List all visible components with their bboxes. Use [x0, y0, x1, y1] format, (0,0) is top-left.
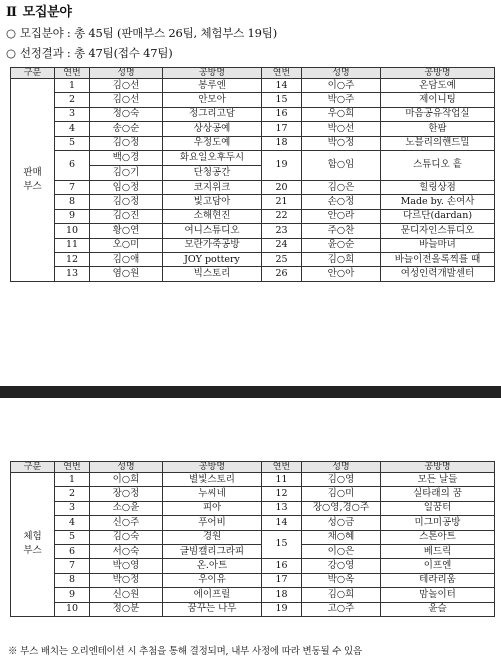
person-name: 김○숙 — [90, 530, 163, 544]
selection-result-line — [6, 45, 173, 61]
table-row — [11, 588, 495, 602]
category-label-line: 체험 — [23, 531, 42, 543]
person-name: 서○숙 — [90, 544, 163, 558]
row-number: 4 — [55, 516, 90, 530]
header-workshop: 공방명 — [163, 68, 262, 79]
experience-booth-table — [10, 461, 495, 617]
row-number: 24 — [262, 238, 302, 252]
person-name: 박○정 — [302, 136, 381, 150]
row-number: 6 — [55, 150, 90, 180]
person-name: 이○희 — [90, 473, 163, 487]
header-name: 성명 — [302, 68, 381, 79]
category-sales-booth — [11, 79, 55, 282]
workshop-name: 실타래의 꿈 — [381, 487, 495, 501]
person-name: 정○분 — [90, 602, 163, 616]
workshop-name: 힐링상점 — [381, 180, 495, 194]
person-name: 김○미 — [302, 487, 381, 501]
circle-bullet-icon: ○ — [6, 46, 16, 60]
row-number: 16 — [262, 559, 302, 573]
row-number: 9 — [55, 209, 90, 223]
table-header-row — [11, 462, 495, 473]
workshop-name: 스튜디오 흩 — [381, 150, 495, 180]
person-name: 신○원 — [90, 588, 163, 602]
workshop-name: 미그미공방 — [381, 516, 495, 530]
workshop-name: 노블리의핸드밀 — [381, 136, 495, 150]
workshop-name: 마음공유작업실 — [381, 107, 495, 121]
workshop-name: 피아 — [163, 501, 262, 515]
person-name: 안○라 — [302, 209, 381, 223]
workshop-name: 여성인력개발센터 — [381, 267, 495, 281]
table-row — [11, 544, 495, 558]
table-row — [11, 602, 495, 616]
row-number: 10 — [55, 224, 90, 238]
circle-bullet-icon: ○ — [6, 26, 16, 40]
workshop-name: 누씨네 — [163, 487, 262, 501]
row-number: 3 — [55, 501, 90, 515]
workshop-name: 글빔캘리그라피 — [163, 544, 262, 558]
section-title-text: 모집분야 — [22, 5, 72, 20]
header-name: 성명 — [90, 68, 163, 79]
workshop-name: JOY pottery — [163, 252, 262, 266]
person-name: 안○아 — [302, 267, 381, 281]
table-header-row — [11, 68, 495, 79]
table-row — [11, 93, 495, 107]
person-name: 김○희 — [302, 252, 381, 266]
row-number: 15 — [262, 530, 302, 559]
workshop-name: 바늘이전올록찍를 때 — [381, 252, 495, 266]
page-divider-band — [0, 386, 501, 398]
workshop-name: 단청공간 — [163, 165, 262, 180]
person-name: 김○기 — [90, 165, 163, 180]
recruitment-field-text: 모집분야 : 총 45팀 (판매부스 26팀, 체험부스 19팀) — [19, 26, 277, 40]
workshop-name: Made by. 손여사 — [381, 195, 495, 209]
table-row — [11, 559, 495, 573]
table-row — [11, 195, 495, 209]
row-number: 2 — [55, 93, 90, 107]
row-number: 17 — [262, 573, 302, 587]
table-row — [11, 501, 495, 515]
workshop-name: 우이유 — [163, 573, 262, 587]
person-name: 우○희 — [302, 107, 381, 121]
workshop-name: 정그리고담 — [163, 107, 262, 121]
table-row — [11, 487, 495, 501]
workshop-name: 경원 — [163, 530, 262, 544]
header-name: 성명 — [302, 462, 381, 473]
category-experience-booth — [11, 473, 55, 617]
table-row — [11, 573, 495, 587]
person-name: 김○희 — [302, 588, 381, 602]
workshop-name: 에이프릴 — [163, 588, 262, 602]
person-name: 오○미 — [90, 238, 163, 252]
table-row — [11, 150, 495, 165]
row-number: 7 — [55, 180, 90, 194]
workshop-name: 빅스토리 — [163, 267, 262, 281]
table-row — [11, 209, 495, 223]
person-name: 장○영,경○주 — [302, 501, 381, 515]
person-name: 손○정 — [302, 195, 381, 209]
person-name: 김○영 — [302, 473, 381, 487]
header-workshop: 공방명 — [381, 68, 495, 79]
workshop-name: 제이니팅 — [381, 93, 495, 107]
header-number: 연번 — [55, 462, 90, 473]
table-row — [11, 530, 495, 544]
workshop-name: 온담도예 — [381, 79, 495, 93]
workshop-name: 푸어비 — [163, 516, 262, 530]
section-title — [6, 1, 72, 20]
row-number: 4 — [55, 122, 90, 136]
table-row — [11, 180, 495, 194]
table-row — [11, 79, 495, 93]
person-name: 이○주 — [302, 79, 381, 93]
workshop-name: 윤슬 — [381, 602, 495, 616]
row-number: 12 — [55, 252, 90, 266]
recruitment-field-line — [6, 25, 277, 41]
table-row — [11, 136, 495, 150]
row-number: 19 — [262, 602, 302, 616]
table-row — [11, 252, 495, 266]
workshop-name: 우정도예 — [163, 136, 262, 150]
row-number: 16 — [262, 107, 302, 121]
person-name: 박○영 — [90, 559, 163, 573]
person-name: 황○연 — [90, 224, 163, 238]
person-name: 박○주 — [302, 93, 381, 107]
person-name: 이○은 — [302, 544, 381, 558]
table-row — [11, 267, 495, 281]
person-name: 신○주 — [90, 516, 163, 530]
person-name: 김○정 — [90, 136, 163, 150]
workshop-name: 이프엔 — [381, 559, 495, 573]
row-number: 14 — [262, 79, 302, 93]
person-name: 박○정 — [90, 573, 163, 587]
workshop-name: 문디자인스튜디오 — [381, 224, 495, 238]
header-category: 구분 — [11, 68, 55, 79]
table-row — [11, 107, 495, 121]
row-number: 17 — [262, 122, 302, 136]
row-number: 12 — [262, 487, 302, 501]
workshop-name: 모든 날들 — [381, 473, 495, 487]
workshop-name: 빛고담아 — [163, 195, 262, 209]
person-name: 주○찬 — [302, 224, 381, 238]
table-row — [11, 473, 495, 487]
row-number: 18 — [262, 588, 302, 602]
row-number: 1 — [55, 79, 90, 93]
person-name: 김○애 — [90, 252, 163, 266]
person-name: 백○경 — [90, 150, 163, 165]
workshop-name: 일꿈터 — [381, 501, 495, 515]
workshop-name: 코지위크 — [163, 180, 262, 194]
row-number: 18 — [262, 136, 302, 150]
row-number: 23 — [262, 224, 302, 238]
workshop-name: 봉루엔 — [163, 79, 262, 93]
person-name: 김○선 — [90, 93, 163, 107]
workshop-name: 안모아 — [163, 93, 262, 107]
person-name: 박○옥 — [302, 573, 381, 587]
row-number: 7 — [55, 559, 90, 573]
row-number: 1 — [55, 473, 90, 487]
person-name: 염○원 — [90, 267, 163, 281]
table-row — [11, 224, 495, 238]
row-number: 21 — [262, 195, 302, 209]
category-label-line: 부스 — [23, 545, 42, 557]
category-label-line: 부스 — [23, 180, 42, 192]
footnote: ※ 부스 배치는 오리엔테이션 시 추첨을 통해 결정되며, 내부 사정에 따라 변동될 수 있음 — [8, 646, 362, 657]
category-label-line: 판매 — [23, 166, 42, 178]
workshop-name: 꿈꾸는 나무 — [163, 602, 262, 616]
workshop-name: 바늘마녀 — [381, 238, 495, 252]
person-name: 박○선 — [302, 122, 381, 136]
workshop-name: 모란가죽공방 — [163, 238, 262, 252]
person-name: 김○은 — [302, 180, 381, 194]
header-name: 성명 — [90, 462, 163, 473]
row-number: 19 — [262, 150, 302, 180]
header-category: 구분 — [11, 462, 55, 473]
workshop-name: 스톤아트 — [381, 530, 495, 544]
row-number: 8 — [55, 573, 90, 587]
person-name: 김○정 — [90, 195, 163, 209]
table-row — [11, 516, 495, 530]
header-workshop: 공방명 — [381, 462, 495, 473]
workshop-name: 맘놀이터 — [381, 588, 495, 602]
workshop-name: 별빛스토리 — [163, 473, 262, 487]
row-number: 10 — [55, 602, 90, 616]
row-number: 25 — [262, 252, 302, 266]
selection-result-text: 선정결과 : 총 47팀(접수 47팀) — [19, 46, 173, 60]
person-name: 김○진 — [90, 209, 163, 223]
row-number: 15 — [262, 93, 302, 107]
row-number: 22 — [262, 209, 302, 223]
person-name: 임○정 — [90, 180, 163, 194]
workshop-name: 소해현진 — [163, 209, 262, 223]
header-number: 연번 — [262, 462, 302, 473]
person-name: 송○순 — [90, 122, 163, 136]
row-number: 8 — [55, 195, 90, 209]
row-number: 5 — [55, 136, 90, 150]
row-number: 6 — [55, 544, 90, 558]
workshop-name: 다르단(dardan) — [381, 209, 495, 223]
header-number: 연번 — [55, 68, 90, 79]
workshop-name: 베드릭 — [381, 544, 495, 558]
workshop-name: 화요일오후두시 — [163, 150, 262, 165]
person-name: 정○숙 — [90, 107, 163, 121]
row-number: 2 — [55, 487, 90, 501]
workshop-name: 온.아트 — [163, 559, 262, 573]
row-number: 20 — [262, 180, 302, 194]
person-name: 채○혜 — [302, 530, 381, 544]
row-number: 9 — [55, 588, 90, 602]
row-number: 3 — [55, 107, 90, 121]
row-number: 13 — [262, 501, 302, 515]
table-row — [11, 122, 495, 136]
person-name: 장○정 — [90, 487, 163, 501]
person-name: 성○금 — [302, 516, 381, 530]
person-name: 함○임 — [302, 150, 381, 180]
header-number: 연번 — [262, 68, 302, 79]
workshop-name: 테라리움 — [381, 573, 495, 587]
person-name: 김○선 — [90, 79, 163, 93]
person-name: 소○윤 — [90, 501, 163, 515]
workshop-name: 상상공예 — [163, 122, 262, 136]
person-name: 고○주 — [302, 602, 381, 616]
row-number: 5 — [55, 530, 90, 544]
table-row — [11, 238, 495, 252]
person-name: 윤○순 — [302, 238, 381, 252]
row-number: 14 — [262, 516, 302, 530]
workshop-name: 여니스튜디오 — [163, 224, 262, 238]
workshop-name: 한팜 — [381, 122, 495, 136]
row-number: 11 — [262, 473, 302, 487]
header-workshop: 공방명 — [163, 462, 262, 473]
row-number: 11 — [55, 238, 90, 252]
person-name: 강○영 — [302, 559, 381, 573]
row-number: 26 — [262, 267, 302, 281]
section-roman-numeral: Ⅱ — [6, 5, 17, 20]
sales-booth-table — [10, 67, 495, 282]
row-number: 13 — [55, 267, 90, 281]
